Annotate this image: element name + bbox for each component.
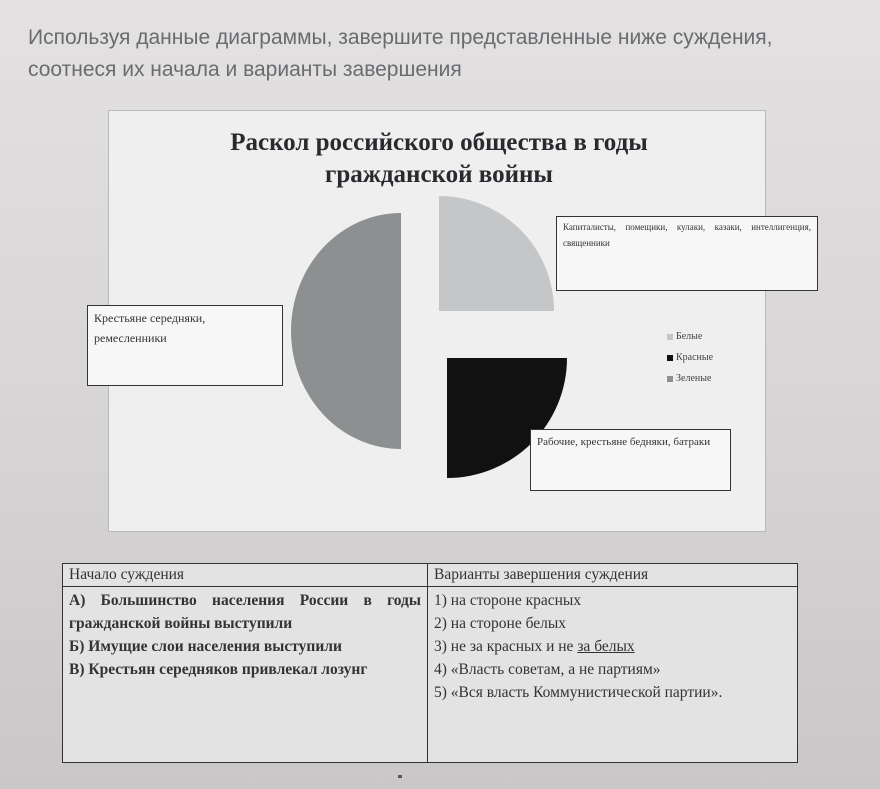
instruction-text: Используя данные диаграммы, завершите представленные ниже суждения, соотнеся их начала и варианты завершения: [28, 26, 773, 81]
chart-title: Раскол российского общества в годы гражданской войны: [230, 129, 648, 188]
option-3-underlined: за белых: [577, 638, 635, 655]
label-white: Капиталисты, помещики, кулаки, казаки, интеллигенция, священники: [556, 216, 818, 291]
option-4: 4) «Власть советам, а не партиям»: [434, 661, 661, 678]
option-1: 1) на стороне красных: [434, 592, 582, 609]
pie-slice-green: [291, 213, 401, 449]
matching-table: [62, 563, 798, 763]
legend-swatch-white: [667, 334, 673, 340]
chart-legend: [667, 326, 713, 389]
chart-figure: [94, 110, 811, 532]
starts-cell: [63, 587, 428, 763]
option-5: 5) «Вся власть Коммунистической партии».: [434, 684, 723, 701]
legend-item-red: Красные: [667, 347, 713, 368]
col1-header: Начало суждения: [63, 564, 428, 587]
col2-header: Варианты завершения суждения: [428, 564, 798, 587]
pie-slice-white: [439, 196, 554, 311]
legend-item-white: Белые: [667, 326, 713, 347]
option-3: 3) не за красных и не за белых: [434, 638, 635, 655]
option-2: 2) на стороне белых: [434, 615, 567, 632]
label-green: Крестьяне середняки, ремесленники: [87, 305, 283, 386]
legend-swatch-green: [667, 376, 673, 382]
legend-swatch-red: [667, 355, 673, 361]
start-c: В) Крестьян середняков привлекал лозунг: [69, 661, 368, 678]
options-cell: [428, 587, 798, 763]
legend-item-green: Зеленые: [667, 368, 713, 389]
start-b: Б) Имущие слои населения выступили: [69, 638, 342, 655]
start-a: А) Большинство населения России в годы гражданской войны выступили: [69, 592, 421, 632]
label-red: Рабочие, крестьяне бедняки, батраки: [530, 429, 731, 491]
stray-mark: [398, 775, 402, 778]
